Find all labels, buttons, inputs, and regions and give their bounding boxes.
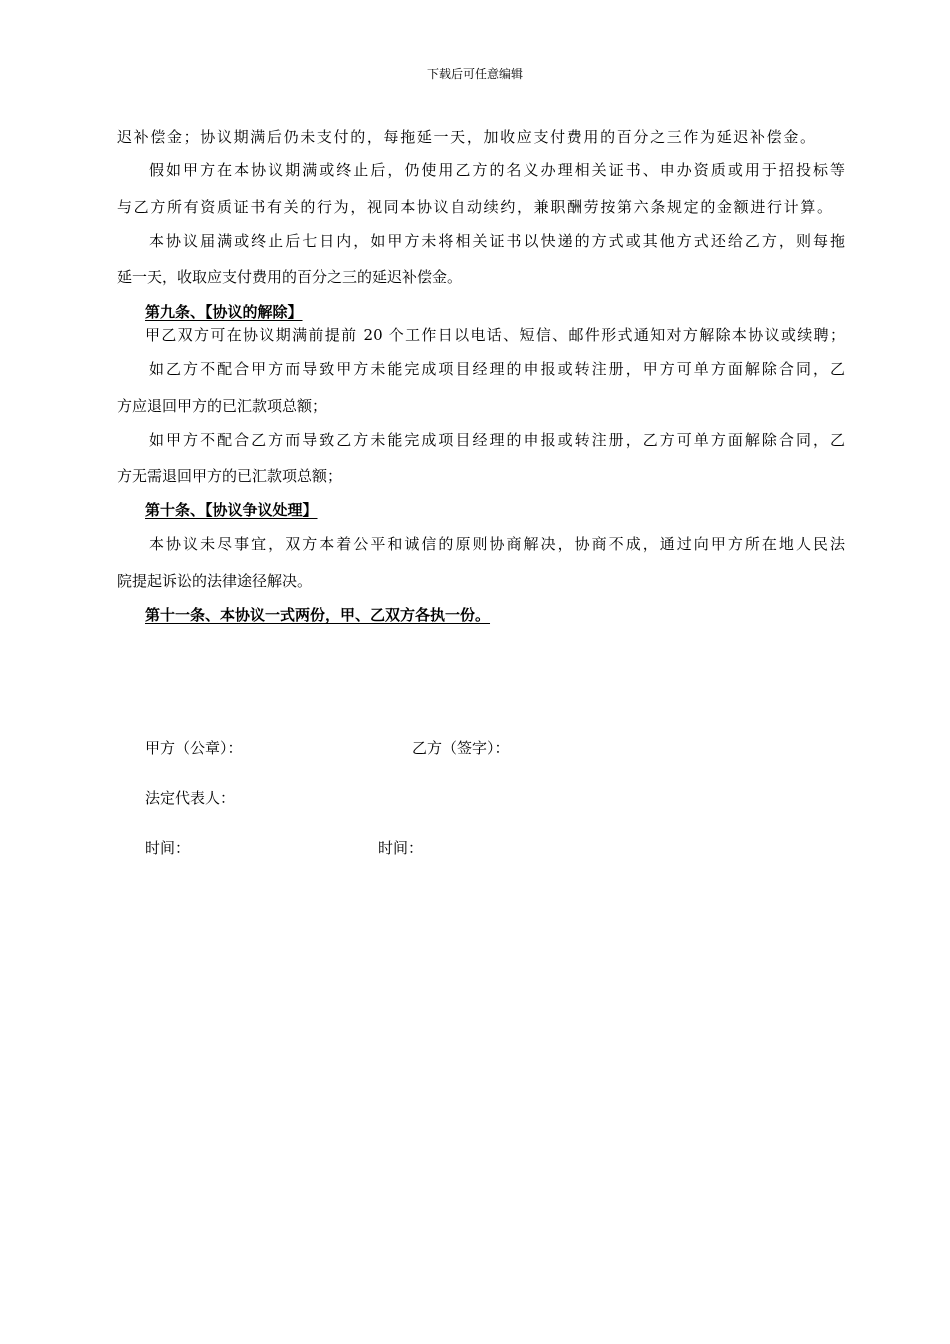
article-9-heading: 第九条、【协议的解除】	[145, 303, 303, 321]
paragraph-line: 本协议届满或终止后七日内，如甲方未将相关证书以快递的方式或其他方式还给乙方，则每拖	[149, 232, 845, 250]
paragraph-line: 迟补偿金；协议期满后仍未支付的，每拖延一天，加收应支付费用的百分之三作为延迟补偿金。	[117, 128, 815, 146]
article-11-heading: 第十一条、本协议一式两份，甲、乙双方各执一份。	[145, 606, 491, 624]
legal-representative-label: 法定代表人：	[145, 789, 236, 807]
party-a-seal-label: 甲方（公章）：	[145, 739, 243, 757]
paragraph-line: 如甲方不配合乙方而导致乙方未能完成项目经理的申报或转注册，乙方可单方面解除合同，乙	[149, 431, 845, 449]
paragraph-line: 如乙方不配合甲方而导致甲方未能完成项目经理的申报或转注册，甲方可单方面解除合同，乙	[149, 360, 845, 378]
page-header: 下载后可任意编辑	[426, 67, 523, 81]
paragraph-line: 本协议未尽事宜，双方本着公平和诚信的原则协商解决，协商不成，通过向甲方所在地人民法	[149, 535, 845, 553]
party-a-time-label: 时间：	[145, 839, 191, 857]
party-b-time-label: 时间：	[378, 839, 424, 857]
paragraph-line: 院提起诉讼的法律途径解决。	[117, 572, 313, 590]
paragraph-line: 延一天，收取应支付费用的百分之三的延迟补偿金。	[117, 268, 463, 286]
paragraph-line: 甲乙双方可在协议期满前提前 20 个工作日以电话、短信、邮件形式通知对方解除本协议或续聘；	[145, 326, 845, 344]
paragraph-line: 假如甲方在本协议期满或终止后，仍使用乙方的名义办理相关证书、申办资质或用于招投标等	[149, 161, 845, 179]
article-10-heading: 第十条、【协议争议处理】	[145, 501, 318, 519]
paragraph-line: 方应退回甲方的已汇款项总额；	[117, 397, 328, 415]
paragraph-line: 与乙方所有资质证书有关的行为，视同本协议自动续约，兼职酬劳按第六条规定的金额进行计算。	[117, 198, 832, 216]
paragraph-line: 方无需退回甲方的已汇款项总额；	[117, 467, 343, 485]
party-b-signature-label: 乙方（签字）：	[412, 739, 510, 757]
